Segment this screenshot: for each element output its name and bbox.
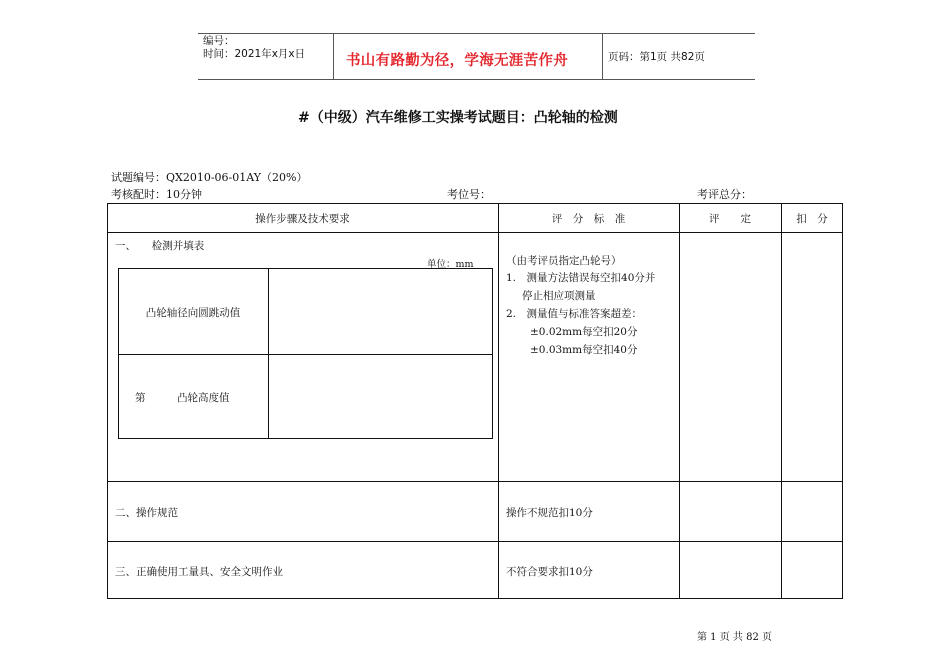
- time-allocation: 考核配时：10分钟: [111, 188, 202, 201]
- inner-row-divider: [118, 354, 493, 355]
- row-divider-header: [107, 232, 843, 233]
- criteria-line-2: 1. 测量方法错误每空扣40分并: [506, 272, 656, 284]
- row-divider-1: [107, 481, 843, 482]
- criteria-line-3: 停止相应项测量: [522, 290, 596, 302]
- header-number-label: 编号：: [203, 35, 235, 47]
- header-time-label: 时间：2021年x月x日: [203, 48, 306, 60]
- section2-label: 二、操作规范: [115, 507, 178, 519]
- header-bottom-rule: [198, 79, 755, 80]
- col-header-criteria: 评 分 标 准: [551, 213, 626, 225]
- col-divider-2: [679, 203, 680, 599]
- section1-unit: 单位：mm: [427, 259, 474, 270]
- col-header-deduction: 扣 分: [796, 213, 828, 225]
- criteria-line-5: ±0.02mm每空扣20分: [530, 326, 638, 338]
- header-page-info: 页码：第1页 共82页: [608, 51, 705, 63]
- total-score-label: 考评总分：: [697, 188, 752, 201]
- criteria-line-6: ±0.03mm每空扣40分: [530, 344, 638, 356]
- page-title: #（中级）汽车维修工实操考试题目：凸轮轴的检测: [298, 110, 618, 126]
- col-divider-3: [781, 203, 782, 599]
- header-top-rule: [198, 33, 755, 34]
- criteria-line-1: （由考评员指定凸轮号）: [506, 255, 622, 267]
- header-divider-right: [602, 33, 603, 79]
- inner-row-runout: 凸轮轴径向圆跳动值: [145, 307, 241, 319]
- header-divider-left: [333, 33, 334, 79]
- section3-criteria: 不符合要求扣10分: [506, 566, 593, 578]
- section1-label: 一、 检测并填表: [115, 240, 205, 252]
- inner-row-cam-height: 第 凸轮高度值: [135, 392, 230, 404]
- section3-label: 三、正确使用工量具、安全文明作业: [115, 566, 283, 578]
- criteria-line-4: 2. 测量值与标准答案超差：: [506, 308, 643, 320]
- seat-number-label: 考位号：: [447, 188, 491, 201]
- exam-number: 试题编号：QX2010-06-01AY（20%）: [111, 171, 308, 184]
- cam-height-value-cell[interactable]: [270, 356, 492, 438]
- col-divider-1: [498, 203, 499, 599]
- row-divider-2: [107, 541, 843, 542]
- page-footer: 第 1 页 共 82 页: [697, 632, 772, 643]
- section2-criteria: 操作不规范扣10分: [506, 507, 593, 519]
- header-motto: 书山有路勤为径，学海无涯苦作舟: [346, 53, 568, 69]
- col-header-steps: 操作步骤及技术要求: [255, 213, 350, 225]
- runout-value-cell[interactable]: [270, 270, 492, 353]
- col-header-evaluation: 评 定: [709, 213, 751, 225]
